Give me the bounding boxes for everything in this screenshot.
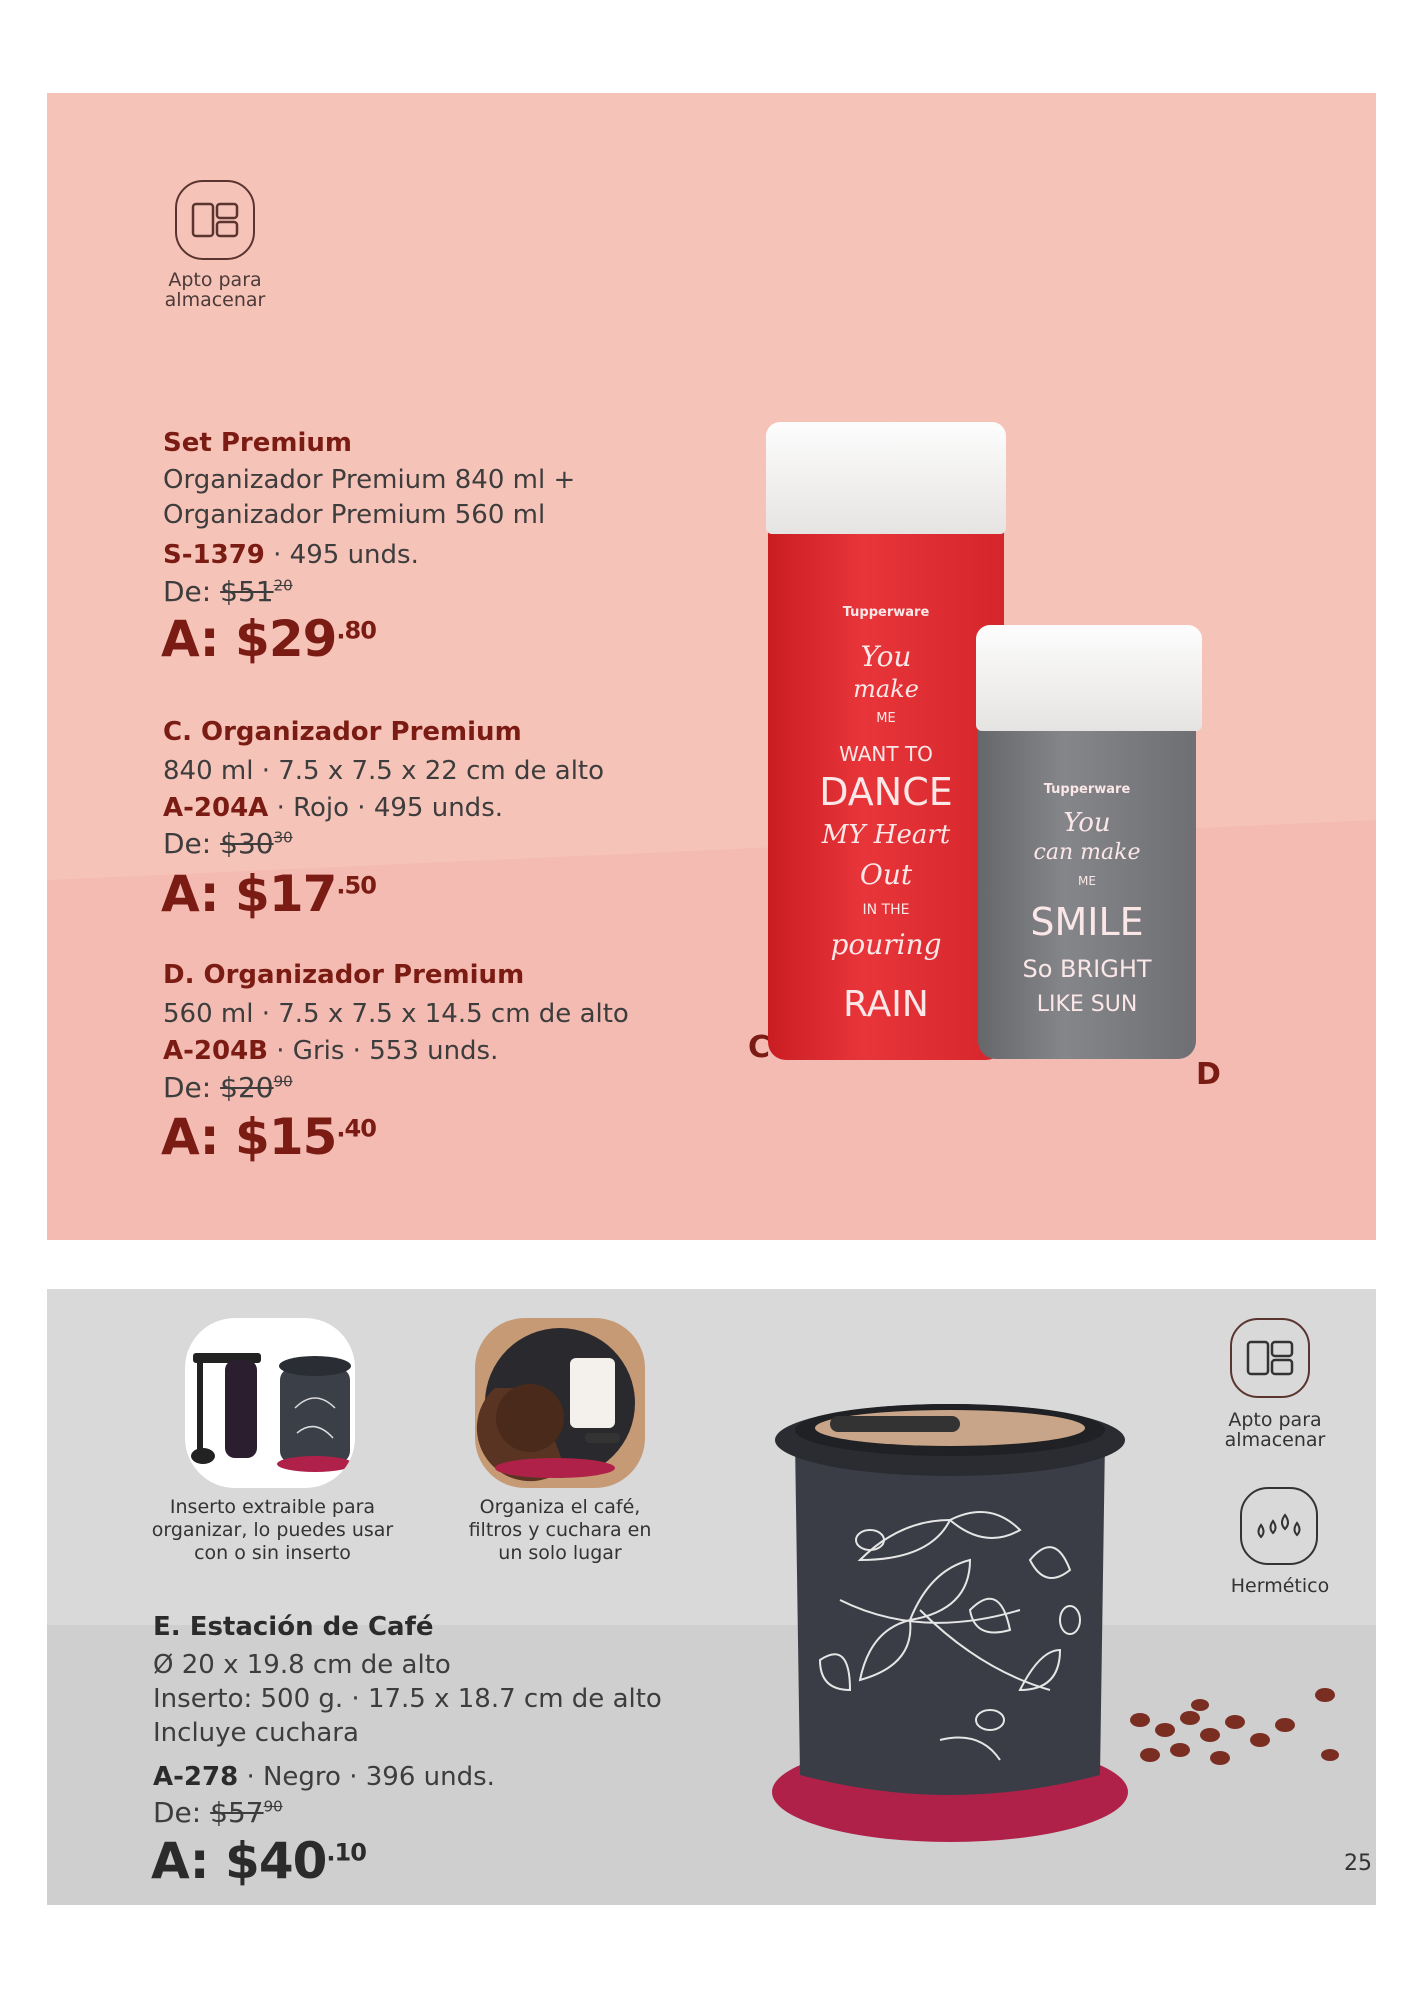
product-c-title: C. Organizador Premium [163,717,522,747]
storage-container-icon [175,180,255,260]
container-text: Out [859,858,913,891]
image-label-d: D [1196,1057,1221,1092]
product-e-specs: Ø 20 x 19.8 cm de alto [153,1650,451,1680]
product-code: A-278 [153,1762,239,1792]
container-text: RAIN [843,984,929,1025]
feature-label: Apto para almacenar [164,269,266,311]
product-details: · 495 unds. [264,540,419,570]
product-e-title: E. Estación de Café [153,1612,434,1642]
new-price: A: $\$29^{.80}$ [161,610,376,668]
set-title: Set Premium [163,428,352,458]
old-price: De: $\$20^{90}$ [163,1071,293,1104]
product-c-specs: 840 ml · 7.5 x 7.5 x 22 cm de alto [163,756,605,786]
container-text: ME [1078,874,1096,888]
container-text: WANT TO [839,742,933,766]
set-code-line [163,540,419,570]
old-price: De: $\$57^{90}$ [153,1796,283,1829]
container-text: ME [876,711,896,726]
set-description-line: Organizador Premium 840 ml + [163,465,576,495]
product-details: · Rojo · 495 unds. [268,793,503,823]
image-label-c: C [748,1030,771,1065]
product-d-title: D. Organizador Premium [163,960,525,990]
product-details: · Negro · 396 unds. [238,1762,495,1792]
insert-thumbnail [185,1318,355,1488]
insert-caption: Inserto extraible para organizar, lo puedes usar con o sin inserto [151,1496,394,1564]
old-price: De: $\$51^{20}$ [163,575,293,608]
product-d-code-line [163,1036,498,1066]
new-price: A: $\$40^{.10}$ [151,1832,366,1890]
product-e-code-line [153,1762,495,1792]
new-price: A: $\$17^{.50}$ [161,865,376,923]
container-text: LIKE SUN [1036,992,1138,1017]
set-description-line: Organizador Premium 560 ml [163,500,546,530]
coffee-storage-caption: Organiza el café, filtros y cuchara en un solo lugar [468,1496,652,1564]
page-number: 25 [1344,1851,1372,1876]
container-text: SMILE [1030,900,1144,944]
container-text: MY Heart [821,820,951,850]
red-container-lid [766,422,1006,534]
container-text: make [853,675,919,703]
new-price: A: $\$15^{.40}$ [161,1108,376,1166]
brand-logo: Tupperware [1043,782,1131,797]
product-code: A-204B [163,1036,269,1066]
container-text: can make [1033,840,1141,865]
product-code: A-204A [163,793,269,823]
coffee-storage-thumbnail [475,1318,645,1488]
container-text: You [860,640,912,673]
container-text: So BRIGHT [1022,955,1152,983]
old-price: De: $\$30^{30}$ [163,827,293,860]
product-e-specs: Inserto: 500 g. · 17.5 x 18.7 cm de alto [153,1684,662,1714]
product-code: S-1379 [163,540,265,570]
product-c-code-line [163,793,503,823]
product-details: · Gris · 553 unds. [268,1036,499,1066]
container-text: IN THE [862,902,910,918]
grey-container-lid [976,625,1202,731]
product-e-specs: Incluye cuchara [153,1718,359,1748]
container-text: You [1063,808,1111,838]
container-text: DANCE [819,770,953,814]
storage-container-icon [1230,1318,1310,1398]
feature-label: Hermético [1230,1575,1330,1597]
product-d-specs: 560 ml · 7.5 x 7.5 x 14.5 cm de alto [163,999,629,1029]
water-drops-icon [1240,1487,1318,1565]
brand-logo: Tupperware [842,605,930,620]
feature-label: Apto para almacenar [1224,1409,1326,1451]
container-text: pouring [830,928,942,961]
